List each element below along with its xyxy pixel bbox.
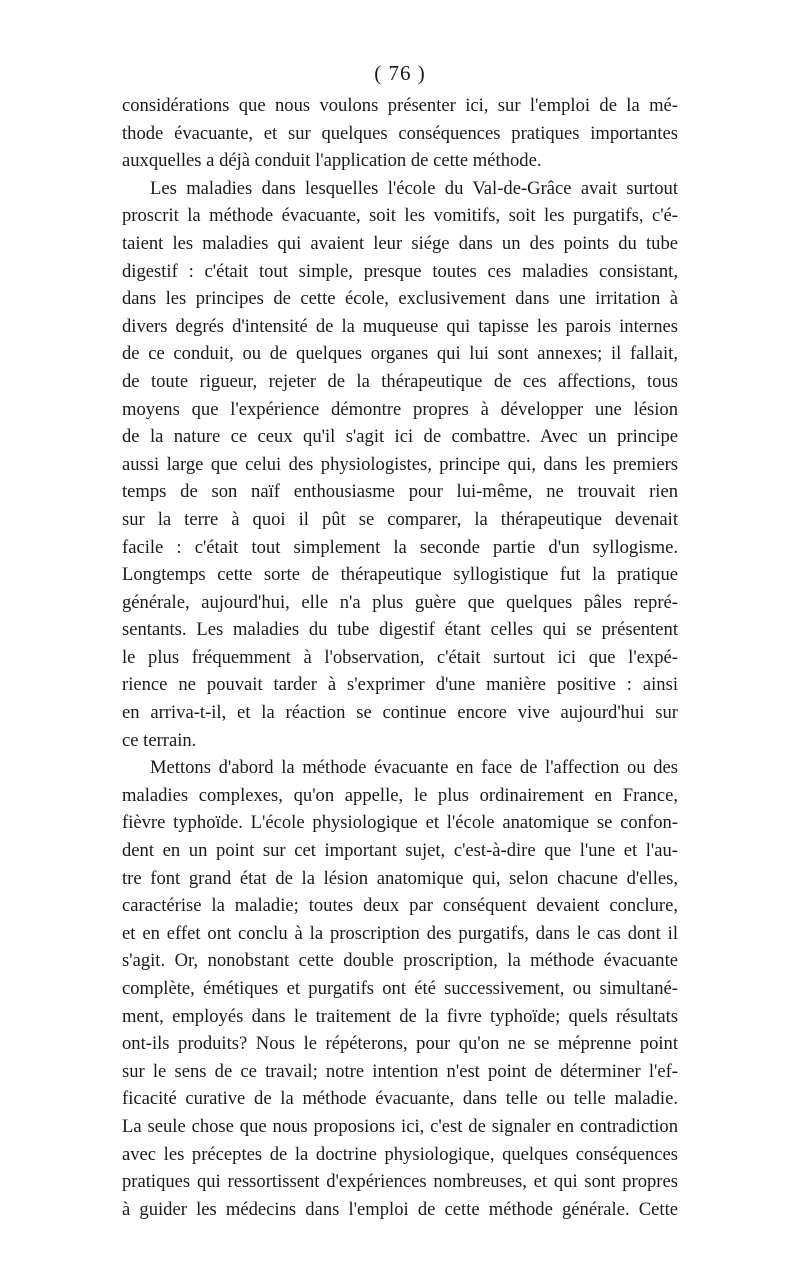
text-line: rience ne pouvait tarder à s'exprimer d'une manière positive : ainsi (122, 674, 678, 696)
text-line: auxquelles a déjà conduit l'application de cette méthode. (122, 150, 542, 172)
text-line: dans les principes de cette école, exclusivement dans une irritation à (122, 288, 678, 310)
text-line: fièvre typhoïde. L'école physiologique et l'école anatomique se confon- (122, 812, 678, 834)
text-line: ficacité curative de la méthode évacuante, dans telle ou telle maladie. (122, 1088, 678, 1110)
text-line: en arriva-t-il, et la réaction se continue encore vive aujourd'hui sur (122, 702, 678, 724)
text-line: proscrit la méthode évacuante, soit les vomitifs, soit les purgatifs, c'é- (122, 205, 678, 227)
text-line: Les maladies dans lesquelles l'école du Val-de-Grâce avait surtout (150, 177, 678, 199)
text-line: sur le sens de ce travail; notre intention n'est point de déterminer l'ef- (122, 1060, 678, 1082)
page-number: ( 76 ) (374, 61, 426, 85)
text-line: dent en un point sur cet important sujet, c'est-à-dire que l'une et l'au- (122, 840, 678, 862)
text-line: divers degrés d'intensité de la muqueuse qui tapisse les parois internes (122, 315, 678, 337)
text-line: ment, employés dans le traitement de la fivre typhoïde; quels résultats (122, 1005, 678, 1027)
text-line: maladies complexes, qu'on appelle, le plus ordinairement en France, (122, 784, 678, 806)
text-line: facile : c'était tout simplement la seconde partie d'un syllogisme. (122, 536, 678, 558)
text-line: à guider les médecins dans l'emploi de cette méthode générale. Cette (122, 1198, 678, 1220)
text-line: de la nature ce ceux qu'il s'agit ici de combattre. Avec un principe (122, 426, 678, 448)
text-line: complète, émétiques et purgatifs ont été successivement, ou simultané- (122, 978, 678, 999)
body-text (122, 92, 678, 1223)
text-line: thode évacuante, et sur quelques conséquences pratiques importantes (122, 122, 678, 144)
text-line: de toute rigueur, rejeter de la thérapeutique de ces affections, tous (122, 370, 678, 392)
text-line: le plus fréquemment à l'observation, c'était surtout ici que l'expé- (122, 646, 678, 668)
text-line: aussi large que celui des physiologistes, principe qui, dans les premiers (122, 453, 678, 475)
text-line: sentants. Les maladies du tube digestif étant celles qui se présentent (122, 619, 678, 641)
text-line: générale, aujourd'hui, elle n'a plus guère que quelques pâles repré- (122, 591, 678, 613)
text-line: de ce conduit, ou de quelques organes qui lui sont annexes; il fallait, (122, 343, 678, 365)
text-line: moyens que l'expérience démontre propres à développer une lésion (122, 398, 678, 420)
text-line: avec les préceptes de la doctrine physiologique, quelques conséquences (122, 1143, 678, 1165)
text-line: ce terrain. (122, 729, 197, 751)
text-line: sur la terre à quoi il pût se comparer, la thérapeutique devenait (122, 508, 678, 530)
text-line: et en effet ont conclu à la proscription des purgatifs, dans le cas dont il (122, 922, 678, 944)
text-line: digestif : c'était tout simple, presque toutes ces maladies consistant, (122, 260, 678, 282)
text-line: ont-ils produits? Nous le répéterons, pour qu'on ne se méprenne point (122, 1033, 678, 1055)
text-line: tre font grand état de la lésion anatomique qui, selon chacune d'elles, (122, 867, 678, 889)
text-line: taient les maladies qui avaient leur siége dans un des points du tube (122, 232, 678, 254)
text-line: s'agit. Or, nonobstant cette double proscription, la méthode évacuante (122, 950, 678, 972)
text-line: Mettons d'abord la méthode évacuante en face de l'affection ou des (150, 757, 678, 779)
text-line: temps de son naïf enthousiasme pour lui-même, ne trouvait rien (122, 481, 678, 503)
text-line: pratiques qui ressortissent d'expériences nombreuses, et qui sont propres (122, 1171, 678, 1193)
text-line: Longtemps cette sorte de thérapeutique syllogistique fut la pratique (122, 564, 678, 586)
text-line: caractérise la maladie; toutes deux par conséquent devaient conclure, (122, 895, 678, 917)
text-line: considérations que nous voulons présenter ici, sur l'emploi de la mé- (122, 95, 678, 116)
text-line: La seule chose que nous proposions ici, c'est de signaler en contradiction (122, 1115, 678, 1137)
